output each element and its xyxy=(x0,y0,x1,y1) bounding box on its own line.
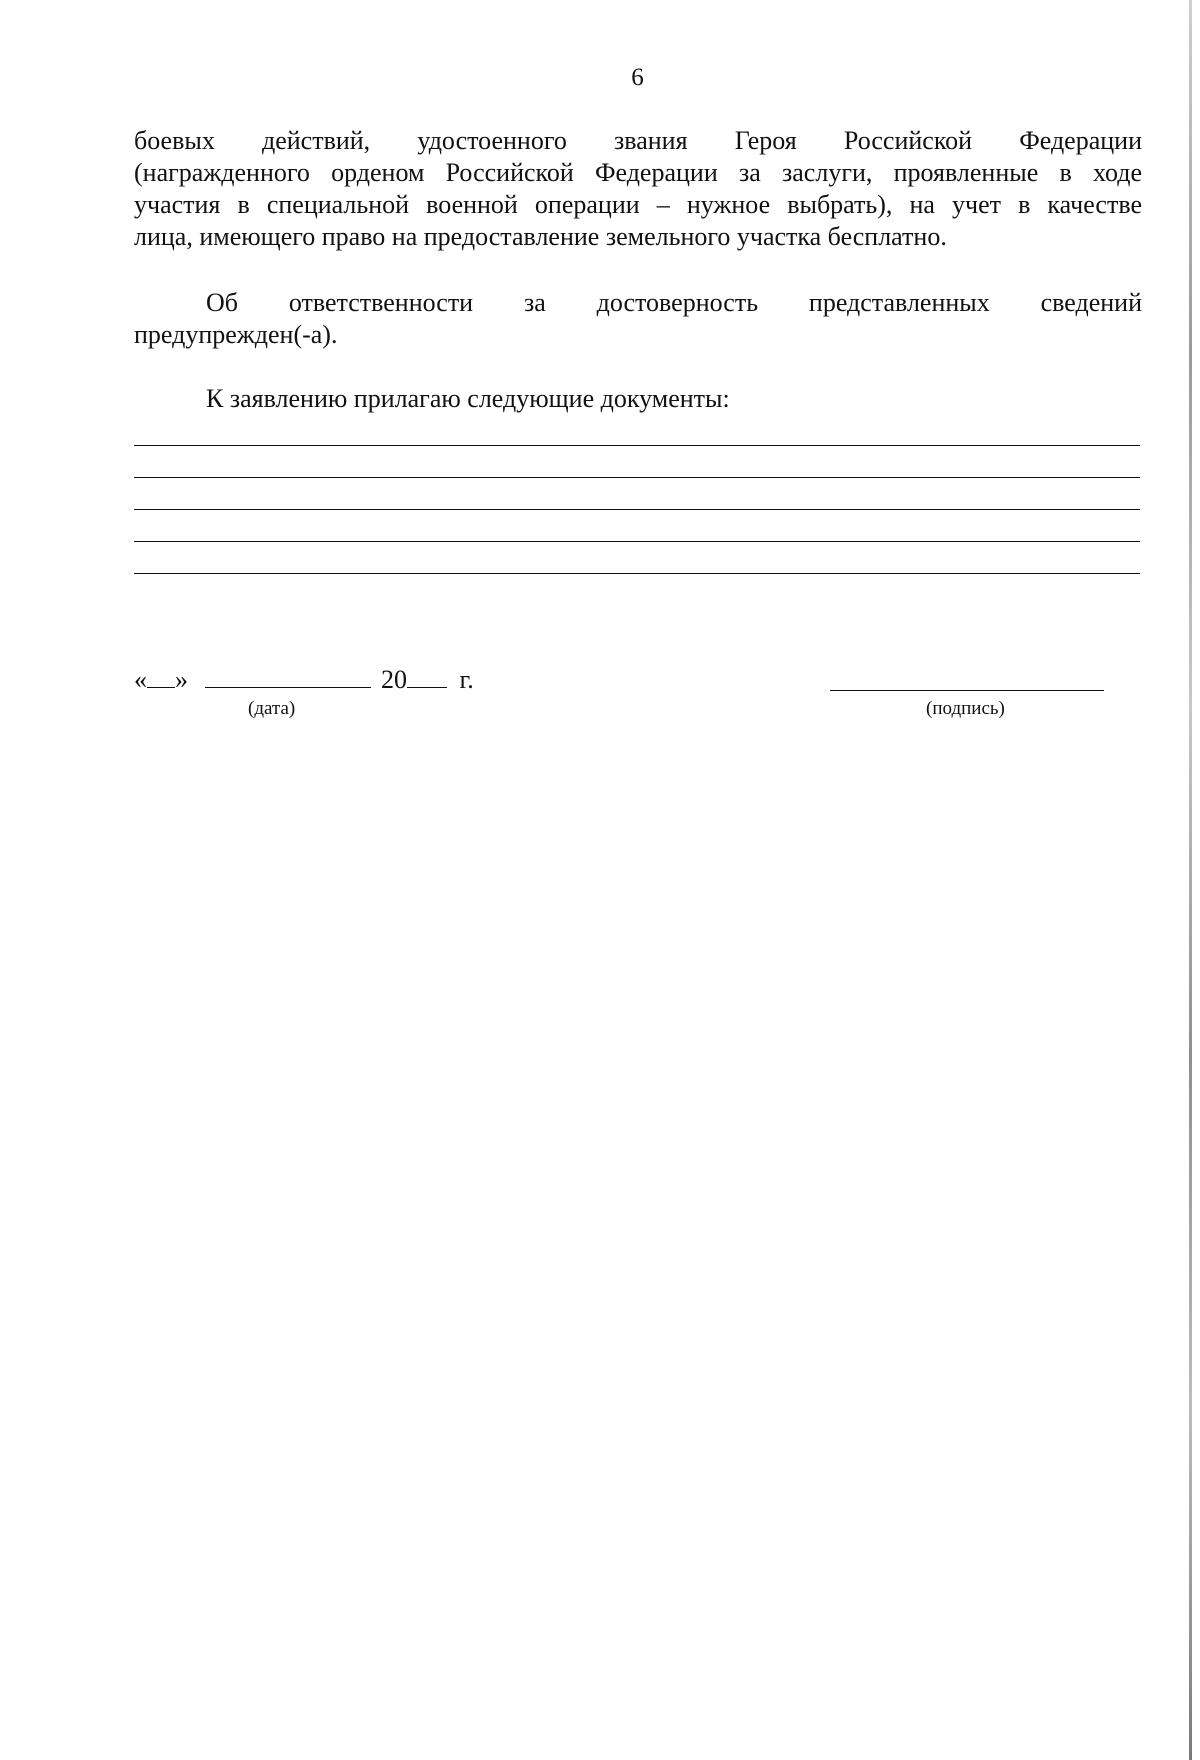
quote-close: » xyxy=(175,665,188,694)
paragraph-line: Об ответственности за достоверность представленных сведений xyxy=(206,288,1142,317)
paragraph-line: (награжденного орденом Российской Федерации за заслуги, проявленные в ходе xyxy=(134,158,1142,187)
signature-caption: (подпись) xyxy=(926,698,1005,719)
year-suffix: г. xyxy=(459,665,474,694)
page-number: 6 xyxy=(631,64,644,91)
attachment-entry-line[interactable] xyxy=(134,573,1140,574)
attachment-entry-line[interactable] xyxy=(134,541,1140,542)
date-caption: (дата) xyxy=(248,698,296,719)
month-blank[interactable] xyxy=(205,665,371,688)
day-blank[interactable] xyxy=(147,665,175,688)
date-field-row xyxy=(134,664,474,696)
attachment-entry-line[interactable] xyxy=(134,477,1140,478)
scan-edge-shadow xyxy=(1189,0,1192,1760)
paragraph-application-text xyxy=(134,125,1142,253)
quote-open: « xyxy=(134,665,147,694)
attachments-label: К заявлению прилагаю следующие документы: xyxy=(206,384,730,413)
paragraph-line: боевых действий, удостоенного звания Героя Российской Федерации xyxy=(134,126,1142,155)
year-prefix: 20 xyxy=(381,665,407,694)
attachment-entry-line[interactable] xyxy=(134,509,1140,510)
attachment-entry-line[interactable] xyxy=(134,445,1140,446)
paragraph-line: предупрежден(-а). xyxy=(134,320,338,349)
paragraph-line: лица, имеющего право на предоставление земельного участка бесплатно. xyxy=(134,222,947,251)
paragraph-line: участия в специальной военной операции – нужное выбрать), на учет в качестве xyxy=(134,190,1142,219)
signature-line[interactable] xyxy=(830,690,1104,691)
year-blank[interactable] xyxy=(407,665,447,688)
paragraph-responsibility-warning xyxy=(134,287,1142,351)
